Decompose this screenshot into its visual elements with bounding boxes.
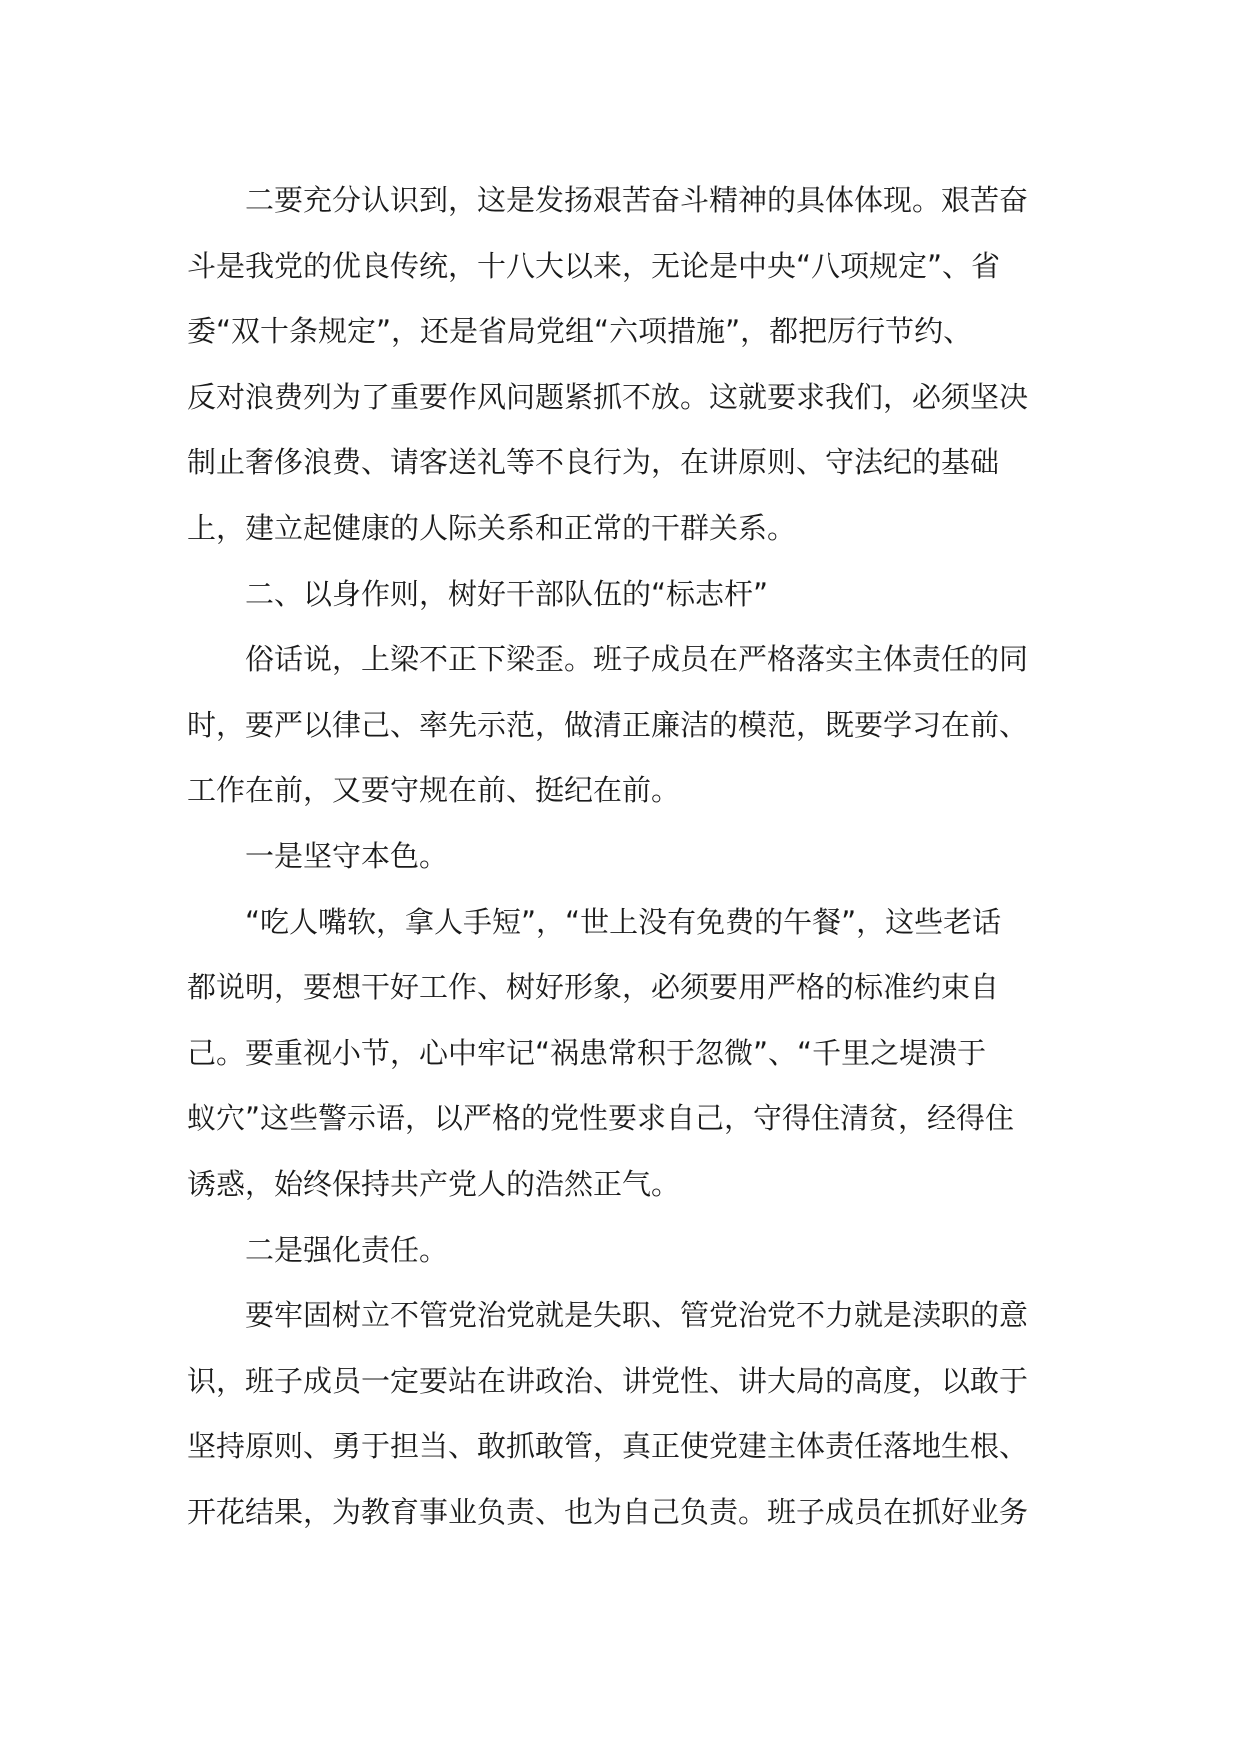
body-text-line: 时，要严以律己、率先示范，做清正廉洁的模范，既要学习在前、 <box>187 707 1029 742</box>
body-text-line: 反对浪费列为了重要作风问题紧抓不放。这就要求我们，必须坚决 <box>187 379 1029 414</box>
body-text-line: 工作在前，又要守规在前、挺纪在前。 <box>187 773 681 808</box>
body-text-line: 斗是我党的优良传统，十八大以来，无论是中央“八项规定”、省 <box>187 248 1001 283</box>
body-text-line: “吃人嘴软，拿人手短”，“世上没有免费的午餐”，这些老话 <box>245 904 1002 939</box>
subsection-heading: 二是强化责任。 <box>245 1232 449 1267</box>
body-text-line: 制止奢侈浪费、请客送礼等不良行为，在讲原则、守法纪的基础 <box>187 445 1000 480</box>
body-text-line: 二要充分认识到，这是发扬艰苦奋斗精神的具体体现。艰苦奋 <box>245 183 1029 217</box>
body-text-line: 己。要重视小节，心中牢记“祸患常积于忽微”、“千里之堤溃于 <box>187 1035 987 1070</box>
body-text-line: 要牢固树立不管党治党就是失职、管党治党不力就是渎职的意 <box>245 1298 1029 1333</box>
body-text-line: 上，建立起健康的人际关系和正常的干群关系。 <box>187 510 797 545</box>
document-body <box>187 168 1067 1545</box>
body-text-line: 识，班子成员一定要站在讲政治、讲党性、讲大局的高度，以敢于 <box>187 1363 1029 1398</box>
body-text-line: 坚持原则、勇于担当、敢抓敢管，真正使党建主体责任落地生根、 <box>187 1429 1029 1464</box>
body-text-line: 蚁穴”这些警示语，以严格的党性要求自己，守得住清贫，经得住 <box>187 1101 1015 1136</box>
body-text-line: 都说明，要想干好工作、树好形象，必须要用严格的标准约束自 <box>187 970 1000 1005</box>
section-heading: 二、以身作则，树好干部队伍的“标志杆” <box>245 576 769 611</box>
body-text-line: 开花结果，为教育事业负责、也为自己负责。班子成员在抓好业务 <box>187 1494 1029 1529</box>
subsection-heading: 一是坚守本色。 <box>245 838 449 873</box>
body-text-line: 诱惑，始终保持共产党人的浩然正气。 <box>187 1166 681 1201</box>
body-text-line: 委“双十条规定”，还是省局党组“六项措施”，都把厉行节约、 <box>187 314 973 349</box>
body-text-line: 俗话说，上梁不正下梁歪。班子成员在严格落实主体责任的同 <box>245 642 1029 677</box>
